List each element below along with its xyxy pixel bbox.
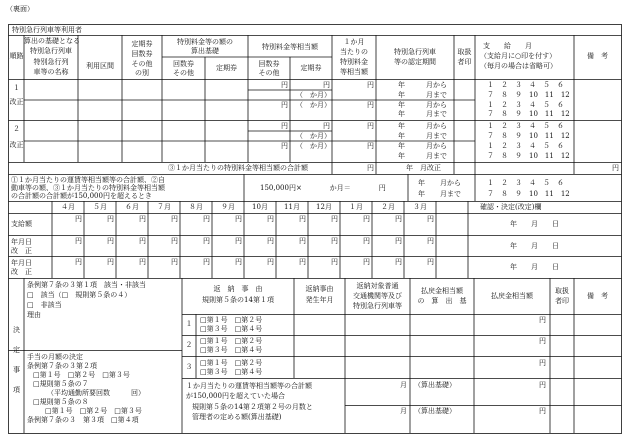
row1-kagetsu: （ か月） bbox=[296, 91, 331, 99]
monthly-header-4: 等相当額 bbox=[340, 68, 368, 76]
monthly-grid-yen: 円 bbox=[235, 258, 242, 266]
monthly-grid-yen: 円 bbox=[267, 258, 274, 266]
total-yen: 円 bbox=[367, 164, 374, 172]
monthly-grid-yen: 円 bbox=[139, 237, 146, 245]
refund-calc-yen-1: 円 bbox=[539, 381, 546, 389]
row1-monthly: 円 bbox=[367, 81, 374, 89]
row2b-fee-1: 円 bbox=[281, 142, 288, 150]
row1b-year-b: 年 bbox=[398, 110, 405, 118]
row1b-from: 月から bbox=[426, 101, 447, 109]
row1b-months-a: １ ２ ３ ４ ５ ６ bbox=[487, 101, 564, 109]
fee-basis-header-1: 特別料金等の額の bbox=[177, 38, 233, 46]
row1-months-a: １ ２ ３ ４ ５ ６ bbox=[487, 81, 564, 89]
row1b-monthly: 円 bbox=[367, 101, 374, 109]
fee-sub-1: 回数券 bbox=[258, 60, 280, 68]
row2-year-a: 年 bbox=[398, 122, 405, 130]
decision-b1-2: □ 該当（□ 規則第５条の４） bbox=[27, 291, 132, 299]
refund-handler-2: 者印 bbox=[555, 297, 569, 305]
refund-calc-label-1: （算出基礎） bbox=[414, 381, 456, 389]
fixed-header-3: その他 bbox=[131, 60, 153, 68]
row2-to: 月まで bbox=[426, 132, 447, 140]
refund-amount-header: 払戻金相当額 bbox=[491, 292, 533, 300]
total-row-label: ③１か月当たりの特別料金等相当額の合計額 bbox=[168, 164, 308, 172]
refund-date-2: 発生年月 bbox=[305, 296, 334, 304]
decision-b2-1: 手当の月額の決定 bbox=[27, 353, 83, 361]
monthly-grid-yen: 円 bbox=[395, 215, 402, 223]
fee-basis-header-2: 算出基礎 bbox=[191, 47, 219, 55]
row1-year-b: 年 bbox=[398, 91, 405, 99]
refund-reason-1: 返 納 事 由 bbox=[213, 285, 263, 293]
fee-basis-sub-2: その他 bbox=[173, 69, 194, 77]
row2-months-a: １ ２ ３ ４ ５ ６ bbox=[487, 122, 564, 130]
combined-to: 月まで bbox=[440, 190, 461, 198]
fixed-header-4: の別 bbox=[135, 69, 149, 77]
monthly-grid-yen: 円 bbox=[363, 237, 370, 245]
monthly-grid-yen: 円 bbox=[107, 237, 114, 245]
combined-from: 月から bbox=[440, 179, 461, 187]
refund-row3-yen: 円 bbox=[539, 359, 546, 367]
row2-fee-2: 円 bbox=[323, 122, 330, 130]
refund-remarks: 備 考 bbox=[587, 292, 608, 300]
row2b-monthly: 円 bbox=[367, 142, 374, 150]
row1-to: 月まで bbox=[426, 91, 447, 99]
refund-calc-yen-2: 円 bbox=[539, 407, 546, 415]
monthly-header-3: 特別料金 bbox=[340, 58, 368, 66]
label-kaisei-1: 改 正 bbox=[11, 247, 32, 255]
row2b-year-a: 年 bbox=[398, 142, 405, 150]
monthly-grid-yen: 円 bbox=[299, 258, 306, 266]
decision-side-2: 定 bbox=[13, 346, 20, 354]
row1b-to: 月まで bbox=[426, 110, 447, 118]
row2-seq: ２ bbox=[13, 125, 20, 133]
row1b-kagetsu: （ か月） bbox=[296, 101, 331, 109]
decision-side-1: 決 bbox=[13, 326, 20, 334]
fee-sub-2: その他 bbox=[258, 69, 280, 77]
fixed-header-2: 回数券 bbox=[131, 50, 153, 58]
handler-header-1: 取扱 bbox=[457, 48, 472, 56]
combined-months-a: １ ２ ３ ４ ５ ６ bbox=[487, 179, 564, 187]
refund-target-1: 返納対象普通 bbox=[356, 282, 399, 290]
row1-seq: １ bbox=[13, 84, 20, 92]
fee-basis-sub-3: 定期券 bbox=[216, 64, 237, 72]
row2b-year-b: 年 bbox=[398, 152, 405, 160]
route-header: 利用区間 bbox=[86, 62, 114, 70]
confirm-date-2: 年 月 日 bbox=[510, 242, 559, 250]
monthly-grid-yen: 円 bbox=[331, 215, 338, 223]
section-title: 特別急行列車等利用者 bbox=[12, 26, 82, 34]
refund-handler-1: 取扱 bbox=[555, 287, 569, 295]
row2-year-b: 年 bbox=[398, 132, 405, 140]
decision-side-4: 項 bbox=[13, 386, 20, 394]
label-kaisei-2: 改 正 bbox=[11, 268, 32, 276]
train-name-header-4: 車等の名称 bbox=[33, 68, 69, 76]
refund-row3-opt1: □第１号 □第２号 bbox=[200, 359, 263, 367]
row1-seq-sub: 改正 bbox=[9, 98, 24, 106]
monthly-grid-yen: 円 bbox=[427, 237, 434, 245]
row1-year-a: 年 bbox=[398, 81, 405, 89]
train-name-header-3: 特別急行列 bbox=[33, 58, 69, 66]
monthly-grid-yen: 円 bbox=[299, 237, 306, 245]
combined-year-a: 年 bbox=[418, 179, 425, 187]
row2-fee-1: 円 bbox=[281, 122, 288, 130]
row1-from: 月から bbox=[426, 81, 447, 89]
pay-month-header-3: （毎月の場合は省略可） bbox=[480, 62, 557, 70]
decision-b2-6: □規則第５条の８ bbox=[33, 398, 89, 406]
page-label: （裏面） bbox=[6, 5, 34, 13]
label-date-1: 年月日 bbox=[11, 238, 32, 246]
row2-seq-sub: 改正 bbox=[9, 141, 24, 149]
confirm-date-3: 年 月 日 bbox=[510, 263, 559, 271]
row2b-kagetsu: （ か月） bbox=[296, 142, 331, 150]
refund-calc-month-2: 月 bbox=[400, 407, 407, 415]
combined-note-3: の合計額の合計額が150,000円を超えるとき bbox=[11, 192, 152, 200]
decision-b1-1: 条例第７条の３第１項 該当・非該当 bbox=[27, 281, 146, 289]
combined-note-2: 動車等の額、③１か月当たりの特別料金等相当額 bbox=[11, 184, 165, 192]
decision-b2-8: 条例第７条の３ 第３項 □第４項 bbox=[27, 416, 139, 424]
monthly-header-2: 当たりの bbox=[340, 48, 368, 56]
row2b-from: 月から bbox=[426, 142, 447, 150]
refund-target-3: 特別急行列車等 bbox=[353, 302, 402, 310]
decision-b2-4: □規則第５条の７ bbox=[33, 380, 89, 388]
confirm-date-1: 年 月 日 bbox=[510, 220, 559, 228]
monthly-grid-yen: 円 bbox=[203, 237, 210, 245]
row1b-months-b: ７ ８ ９ 10 11 12 bbox=[487, 110, 570, 118]
refund-row1-yen: 円 bbox=[539, 316, 546, 324]
decision-b2-2: 条例第７条の３第２項 bbox=[27, 362, 97, 370]
monthly-grid-yen: 円 bbox=[139, 215, 146, 223]
row2-monthly: 円 bbox=[367, 122, 374, 130]
confirm-col: 確認・決定(改定)欄 bbox=[480, 203, 542, 211]
fee-sub-3: 定期券 bbox=[300, 64, 322, 72]
month-10: 10月 bbox=[252, 203, 268, 211]
monthly-grid-yen: 円 bbox=[203, 215, 210, 223]
label-pay-amount: 支給額 bbox=[11, 220, 32, 228]
cert-header-2: 等の認定期間 bbox=[394, 58, 436, 66]
train-name-header-2: 特別急行列車 bbox=[30, 47, 72, 55]
refund-row-3: ３ bbox=[185, 363, 193, 371]
cert-header-1: 特別急行列車 bbox=[394, 48, 436, 56]
month-4: ４月 bbox=[61, 203, 75, 211]
row2-from: 月から bbox=[426, 122, 447, 130]
monthly-header-1: １か月 bbox=[343, 38, 365, 46]
combined-calc: 150,000円× か月＝ 円 bbox=[260, 184, 386, 192]
month-3: ３月 bbox=[413, 203, 427, 211]
monthly-grid-yen: 円 bbox=[171, 258, 178, 266]
monthly-grid-yen: 円 bbox=[107, 258, 114, 266]
month-2: ２月 bbox=[381, 203, 395, 211]
pay-month-header-2: （支給月に○印を付す） bbox=[480, 52, 557, 60]
month-12: 12月 bbox=[316, 203, 332, 211]
month-11: 11月 bbox=[284, 203, 300, 211]
refund-row1-opt2: □第３号 □第４号 bbox=[200, 325, 263, 333]
monthly-grid-yen: 円 bbox=[203, 258, 210, 266]
row1-fee-2: 円 bbox=[323, 81, 330, 89]
refund-note-1: １か月当たりの運賃等相当額等の合計額 bbox=[186, 382, 312, 390]
refund-row-2: ２ bbox=[185, 341, 193, 349]
month-8: ８月 bbox=[189, 203, 203, 211]
monthly-grid-yen: 円 bbox=[267, 215, 274, 223]
label-date-2: 年月日 bbox=[11, 259, 32, 267]
month-7: ７月 bbox=[157, 203, 171, 211]
monthly-grid-yen: 円 bbox=[331, 258, 338, 266]
monthly-grid-yen: 円 bbox=[75, 258, 82, 266]
fixed-header-1: 定期券 bbox=[131, 40, 153, 48]
train-name-header-1: 算出の基礎となる bbox=[24, 37, 80, 45]
row2-kagetsu: （ か月） bbox=[296, 132, 331, 140]
row2b-months-b: ７ ８ ９ 10 11 12 bbox=[487, 152, 570, 160]
decision-side-3: 事 bbox=[13, 366, 20, 374]
monthly-grid-yen: 円 bbox=[75, 237, 82, 245]
combined-note-1: ①１か月当たりの運賃等相当額等の合計額、②自 bbox=[11, 176, 165, 184]
row2b-to: 月まで bbox=[426, 152, 447, 160]
refund-note-2: が150,000円を超えていた場合 bbox=[186, 392, 285, 400]
refund-row2-opt2: □第３号 □第４号 bbox=[200, 346, 263, 354]
combined-months-b: ７ ８ ９ 10 11 12 bbox=[487, 190, 570, 198]
monthly-grid-yen: 円 bbox=[267, 237, 274, 245]
monthly-grid-yen: 円 bbox=[171, 237, 178, 245]
total-kaisei: 年 月改正 bbox=[406, 164, 441, 172]
month-9: ９月 bbox=[221, 203, 235, 211]
decision-b2-5: （平均通勤所要回数 回） bbox=[47, 389, 145, 397]
monthly-grid-yen: 円 bbox=[235, 215, 242, 223]
monthly-grid-yen: 円 bbox=[395, 258, 402, 266]
total-yen-2: 円 bbox=[612, 164, 619, 172]
refund-row2-yen: 円 bbox=[539, 337, 546, 345]
decision-b2-3: □第１号 □第２号 □第３号 bbox=[33, 371, 130, 379]
refund-basis-2: の 算 出 基 bbox=[417, 297, 467, 305]
row2b-months-a: １ ２ ３ ４ ５ ６ bbox=[487, 142, 564, 150]
refund-row-1: １ bbox=[185, 320, 193, 328]
fee-equiv-header: 特別料金等相当額 bbox=[262, 43, 318, 51]
monthly-grid-yen: 円 bbox=[363, 258, 370, 266]
month-1: １月 bbox=[349, 203, 363, 211]
refund-row2-opt1: □第１号 □第２号 bbox=[200, 337, 263, 345]
fee-basis-sub-1: 回数券 bbox=[173, 60, 194, 68]
row2-months-b: ７ ８ ９ 10 11 12 bbox=[487, 132, 570, 140]
monthly-grid-yen: 円 bbox=[363, 215, 370, 223]
monthly-grid-yen: 円 bbox=[139, 258, 146, 266]
monthly-grid-yen: 円 bbox=[235, 237, 242, 245]
monthly-grid-yen: 円 bbox=[171, 215, 178, 223]
refund-calc-label-2: （算出基礎） bbox=[414, 407, 456, 415]
decision-b1-3: □ 非該当 bbox=[27, 301, 62, 309]
combined-year-b: 年 bbox=[418, 190, 425, 198]
monthly-grid-yen: 円 bbox=[299, 215, 306, 223]
refund-date-1: 返納事由 bbox=[305, 285, 334, 293]
row1-fee-1: 円 bbox=[281, 81, 288, 89]
monthly-grid-yen: 円 bbox=[427, 215, 434, 223]
decision-b2-7: □第１号 □第２号 □第３号 bbox=[45, 407, 142, 415]
row1-months-b: ７ ８ ９ 10 11 12 bbox=[487, 91, 570, 99]
month-6: ６月 bbox=[125, 203, 139, 211]
refund-row3-opt2: □第３号 □第４号 bbox=[200, 368, 263, 376]
refund-calc-month-1: 月 bbox=[400, 381, 407, 389]
seq-header: 順路 bbox=[9, 52, 24, 60]
row1b-year-a: 年 bbox=[398, 101, 405, 109]
monthly-grid-yen: 円 bbox=[427, 258, 434, 266]
remarks-header: 備 考 bbox=[587, 52, 608, 60]
refund-note-3: 規則第５条の14第２項第２号の月数と bbox=[192, 403, 313, 411]
monthly-grid-yen: 円 bbox=[331, 237, 338, 245]
refund-basis-1: 払戻金相当額 bbox=[421, 287, 463, 295]
month-5: ５月 bbox=[93, 203, 107, 211]
refund-row1-opt1: □第１号 □第２号 bbox=[200, 316, 263, 324]
monthly-grid-yen: 円 bbox=[107, 215, 114, 223]
refund-note-4: 管理者の定める額(算出基礎) bbox=[192, 413, 282, 421]
decision-b1-4: 理由 bbox=[27, 311, 41, 319]
monthly-grid-yen: 円 bbox=[75, 215, 82, 223]
handler-header-2: 者印 bbox=[457, 58, 472, 66]
pay-month-header-1: 支 給 月 bbox=[483, 42, 532, 50]
row1b-fee-1: 円 bbox=[281, 101, 288, 109]
refund-target-2: 交通機関等及び bbox=[353, 292, 402, 300]
refund-reason-2: 規則第５条の14第１項 bbox=[202, 296, 274, 304]
monthly-grid-yen: 円 bbox=[395, 237, 402, 245]
